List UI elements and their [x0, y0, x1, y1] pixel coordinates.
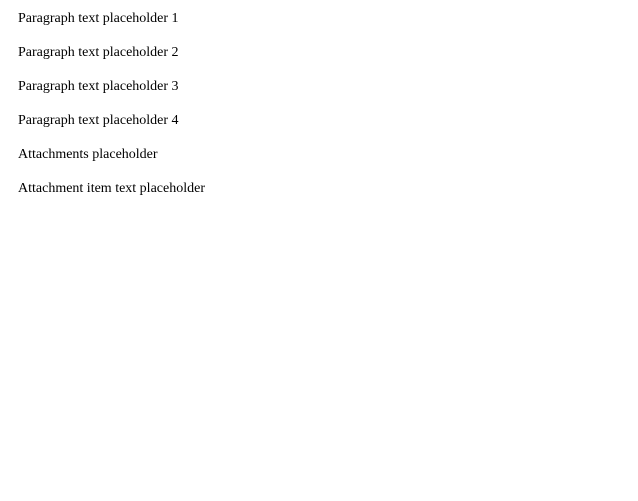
intro-paragraph: Paragraph text placeholder 1 — [18, 11, 179, 26]
paragraph-2: Paragraph text placeholder 3 — [18, 79, 179, 94]
attachments-list: Attachment item text placeholder — [18, 181, 205, 196]
attachments-heading: Attachments placeholder — [18, 147, 158, 162]
paragraph-1: Paragraph text placeholder 2 — [18, 45, 179, 60]
paragraph-3: Paragraph text placeholder 4 — [18, 113, 179, 128]
